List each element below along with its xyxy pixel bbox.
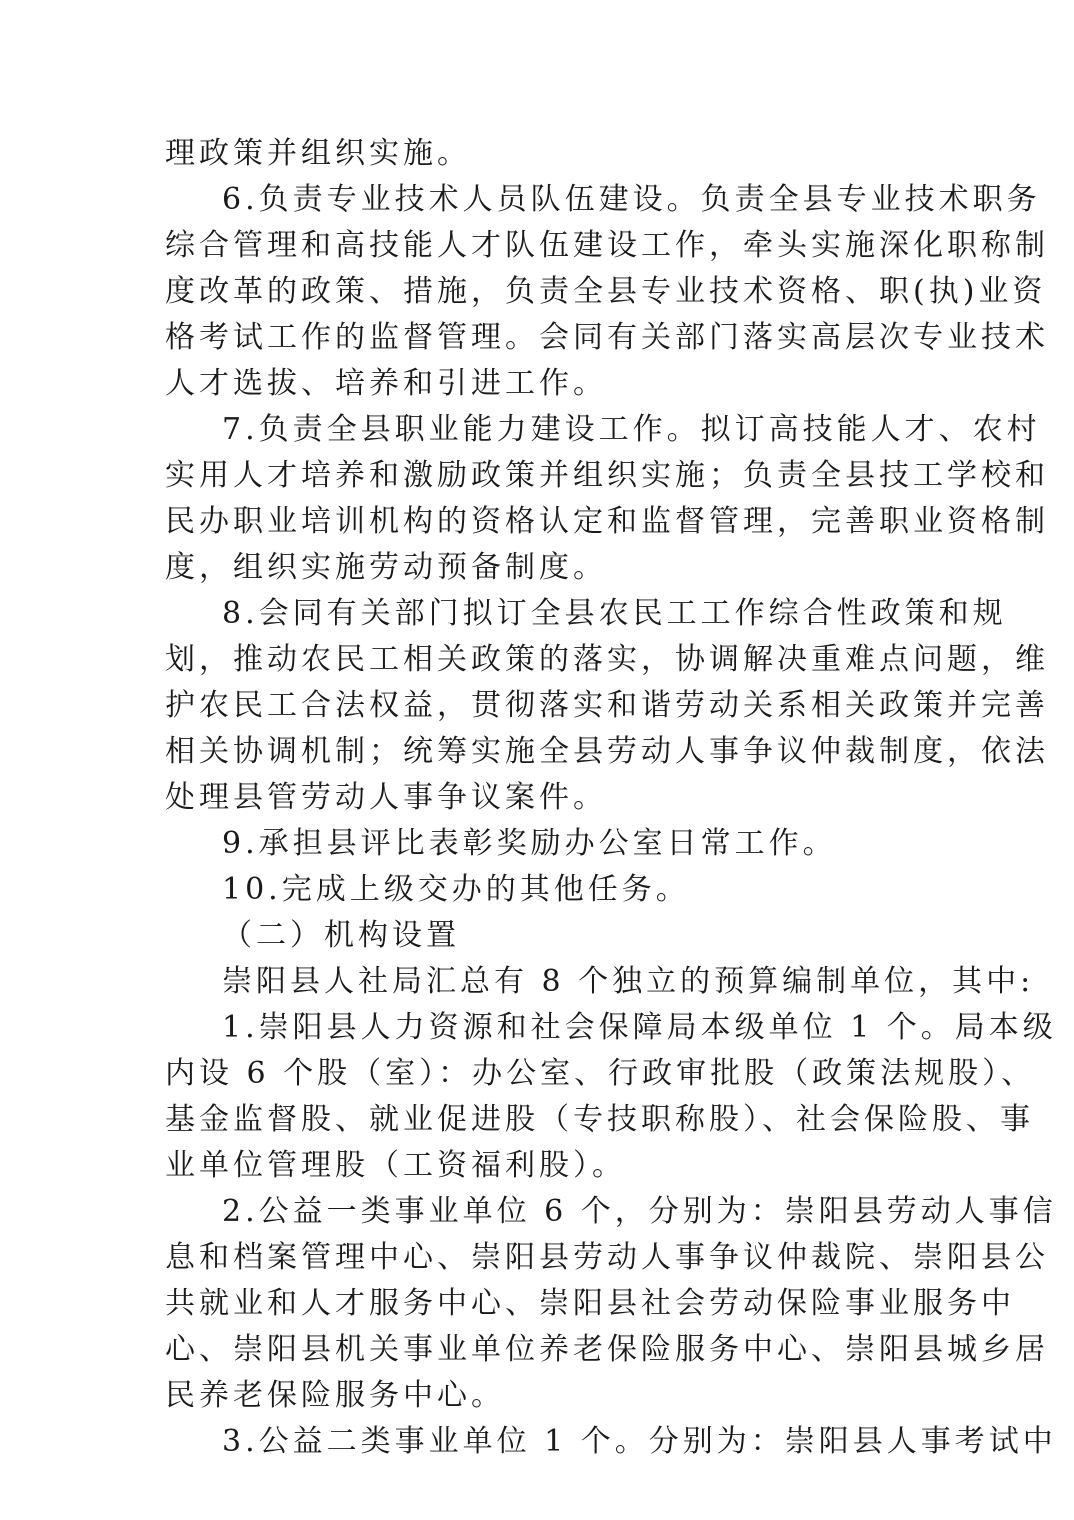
text-line: 护农民工合法权益，贯彻落实和谐劳动关系相关政策并完善 [165,688,1049,723]
text-line: 度改革的政策、措施，负责全县专业技术资格、职(执)业资 [165,274,1047,309]
text-line: 实用人才培养和激励政策并组织实施；负责全县技工学校和 [165,458,1049,493]
text-line: 1.崇阳县人力资源和社会保障局本级单位 1 个。局本级 [222,1010,1057,1045]
text-line: 8.会同有关部门拟订全县农民工工作综合性政策和规 [222,596,1007,631]
text-line: 7.负责全县职业能力建设工作。拟订高技能人才、农村 [222,412,1041,447]
text-line: 2.公益一类事业单位 6 个，分别为：崇阳县劳动人事信 [222,1194,1057,1229]
text-line: 业单位管理股（工资福利股）。 [165,1148,626,1183]
text-line: 人才选拔、培养和引进工作。 [165,366,607,401]
text-line: 相关协调机制；统筹实施全县劳动人事争议仲裁制度，依法 [165,734,1049,769]
text-line: 9.承担县评比表彰奖励办公室日常工作。 [222,826,837,861]
text-line: 民养老保险服务中心。 [165,1378,505,1413]
text-line: 格考试工作的监督管理。会同有关部门落实高层次专业技术 [165,320,1049,355]
text-line: 理政策并组织实施。 [165,136,471,171]
text-line: 崇阳县人社局汇总有 8 个独立的预算编制单位，其中: [222,964,1035,999]
text-line: 基金监督股、就业促进股（专技职称股）、社会保险股、事 [165,1102,1034,1137]
section-heading: （二）机构设置 [222,918,460,953]
text-line: 6.负责专业技术人员队伍建设。负责全县专业技术职务 [222,182,1041,217]
text-line: 心、崇阳县机关事业单位养老保险服务中心、崇阳县城乡居 [165,1332,1049,1367]
text-line: 内设 6 个股（室）：办公室、行政审批股（政策法规股）、 [165,1056,1036,1091]
text-line: 息和档案管理中心、崇阳县劳动人事争议仲裁院、崇阳县公 [165,1240,1049,1275]
text-line: 民办职业培训机构的资格认定和监督管理，完善职业资格制 [165,504,1049,539]
text-line: 处理县管劳动人事争议案件。 [165,780,607,815]
text-line: 度，组织实施劳动预备制度。 [165,550,607,585]
text-line: 综合管理和高技能人才队伍建设工作，牵头实施深化职称制 [165,228,1049,263]
text-line: 10.完成上级交办的其他任务。 [222,872,690,907]
text-line: 共就业和人才服务中心、崇阳县社会劳动保险事业服务中 [165,1286,1015,1321]
text-line: 划，推动农民工相关政策的落实，协调解决重难点问题，维 [165,642,1049,677]
text-line: 3.公益二类事业单位 1 个。分别为：崇阳县人事考试中 [222,1424,1057,1459]
